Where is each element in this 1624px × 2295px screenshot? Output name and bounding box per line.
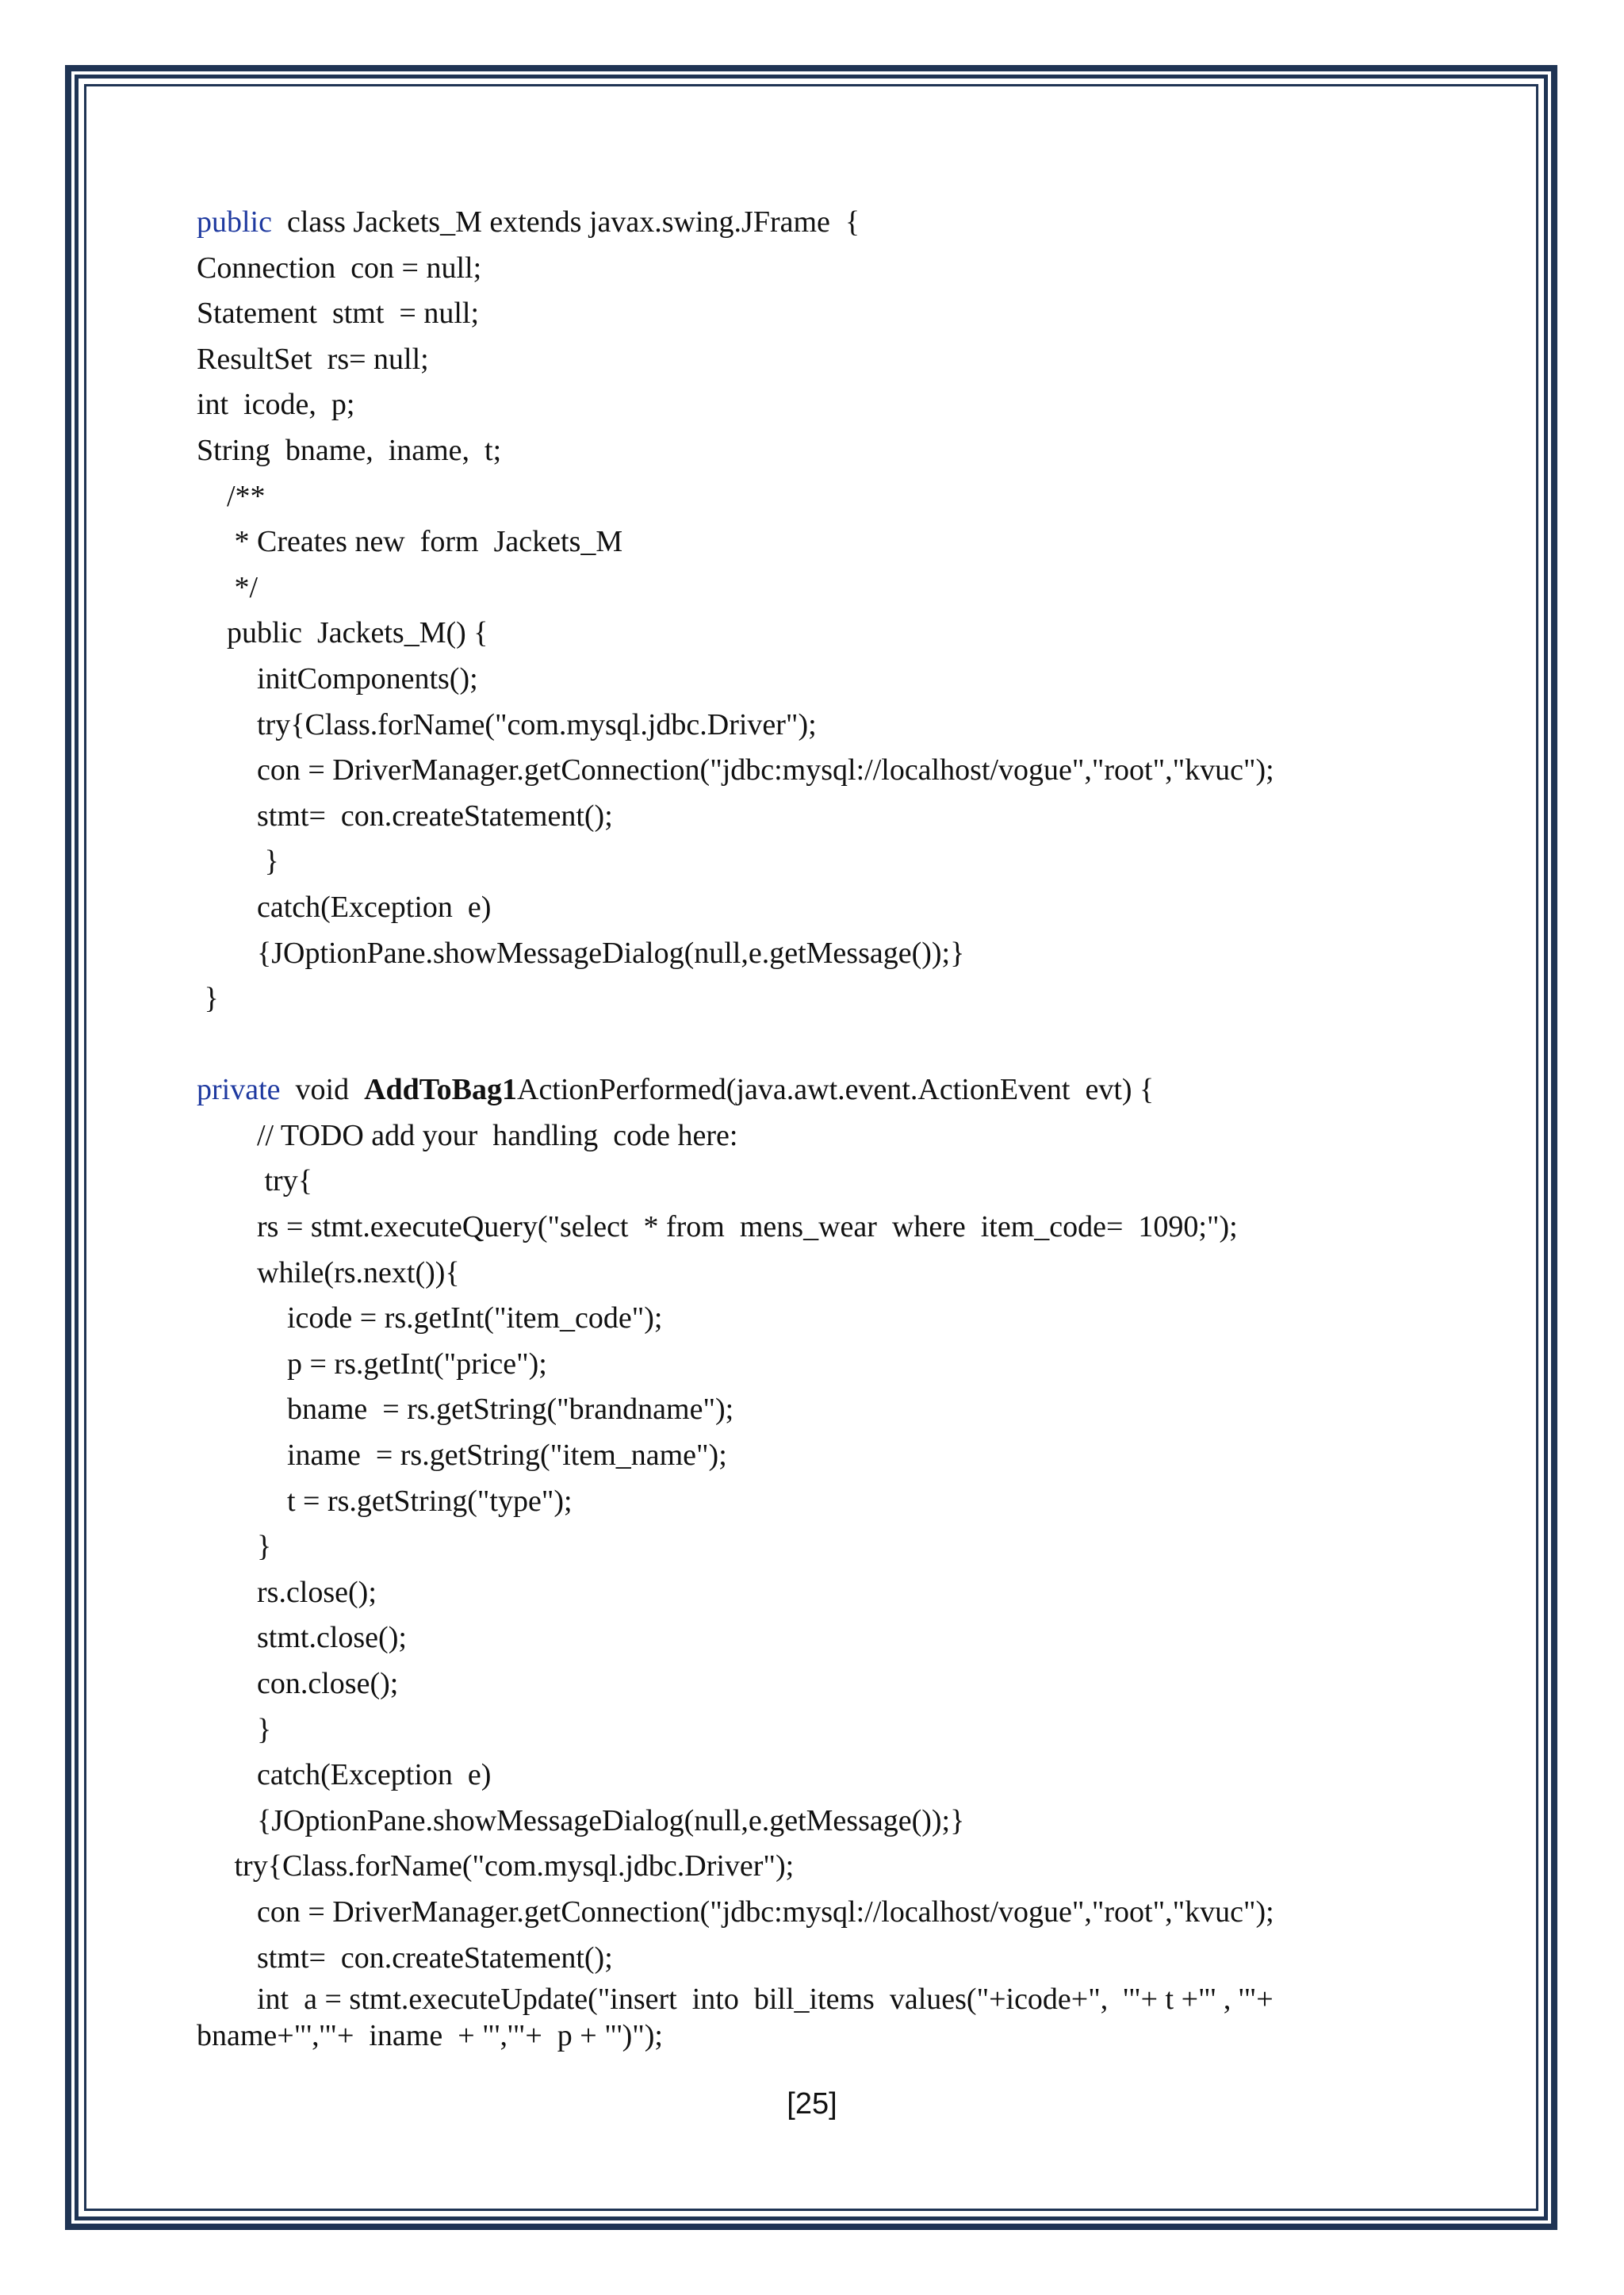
code-line: }	[197, 1530, 272, 1564]
code-line: public Jackets_M() {	[197, 616, 488, 650]
code-line: private void AddToBag1ActionPerformed(java.awt.event.ActionEvent evt) {	[197, 1073, 1155, 1107]
code-line: int a = stmt.executeUpdate("insert into bill_items values("+icode+", '"+ t +"' , '"+	[197, 1983, 1274, 2017]
code-line: catch(Exception e)	[197, 890, 492, 924]
code-line: rs.close();	[197, 1575, 377, 1609]
code-line: }	[197, 982, 219, 1016]
code-line: iname = rs.getString("item_name");	[197, 1439, 727, 1473]
keyword-public: public	[197, 205, 272, 239]
code-line: public class Jackets_M extends javax.swing.JFrame {	[197, 205, 860, 239]
code-line-continuation: bname+"','"+ iname + "','"+ p + "')");	[197, 2019, 663, 2053]
code-line-blank	[197, 1022, 1434, 1068]
code-line: * Creates new form Jackets_M	[197, 525, 623, 559]
page-number: [25]	[787, 2087, 837, 2121]
code-line: Statement stmt = null;	[197, 297, 480, 331]
code-line: stmt= con.createStatement();	[197, 1941, 613, 1975]
code-line: Connection con = null;	[197, 251, 482, 285]
code-line: String bname, iname, t;	[197, 433, 502, 467]
code-line: }	[197, 1712, 272, 1746]
code-line: {JOptionPane.showMessageDialog(null,e.getMessage());}	[197, 1803, 965, 1837]
code-line: stmt.close();	[197, 1621, 407, 1655]
code-line: /**	[197, 479, 266, 513]
code-line: con = DriverManager.getConnection("jdbc:mysql://localhost/vogue","root","kvuc");	[197, 1895, 1274, 1929]
code-line: }	[197, 845, 279, 879]
code-listing	[197, 200, 1434, 2054]
code-line: */	[197, 570, 259, 604]
code-line: // TODO add your handling code here:	[197, 1118, 738, 1152]
code-line: bname = rs.getString("brandname");	[197, 1393, 734, 1427]
code-line: while(rs.next()){	[197, 1255, 460, 1289]
code-line: initComponents();	[197, 661, 478, 695]
code-line: p = rs.getInt("price");	[197, 1347, 547, 1381]
code-line: try{Class.forName("com.mysql.jdbc.Driver");	[197, 707, 817, 741]
method-name-bold: AddToBag1	[364, 1073, 517, 1107]
code-line: try{	[197, 1164, 312, 1198]
code-line: con.close();	[197, 1667, 399, 1700]
code-line: int icode, p;	[197, 388, 355, 422]
keyword-private: private	[197, 1073, 281, 1107]
code-line: t = rs.getString("type");	[197, 1484, 573, 1518]
code-line: catch(Exception e)	[197, 1758, 492, 1792]
code-line: ResultSet rs= null;	[197, 342, 429, 376]
code-line: {JOptionPane.showMessageDialog(null,e.getMessage());}	[197, 936, 965, 970]
code-line: con = DriverManager.getConnection("jdbc:mysql://localhost/vogue","root","kvuc");	[197, 753, 1274, 787]
code-line: stmt= con.createStatement();	[197, 799, 613, 833]
code-line: icode = rs.getInt("item_code");	[197, 1301, 663, 1335]
code-line: try{Class.forName("com.mysql.jdbc.Driver");	[197, 1849, 795, 1883]
code-line: rs = stmt.executeQuery("select * from mens_wear where item_code= 1090;");	[197, 1210, 1238, 1244]
